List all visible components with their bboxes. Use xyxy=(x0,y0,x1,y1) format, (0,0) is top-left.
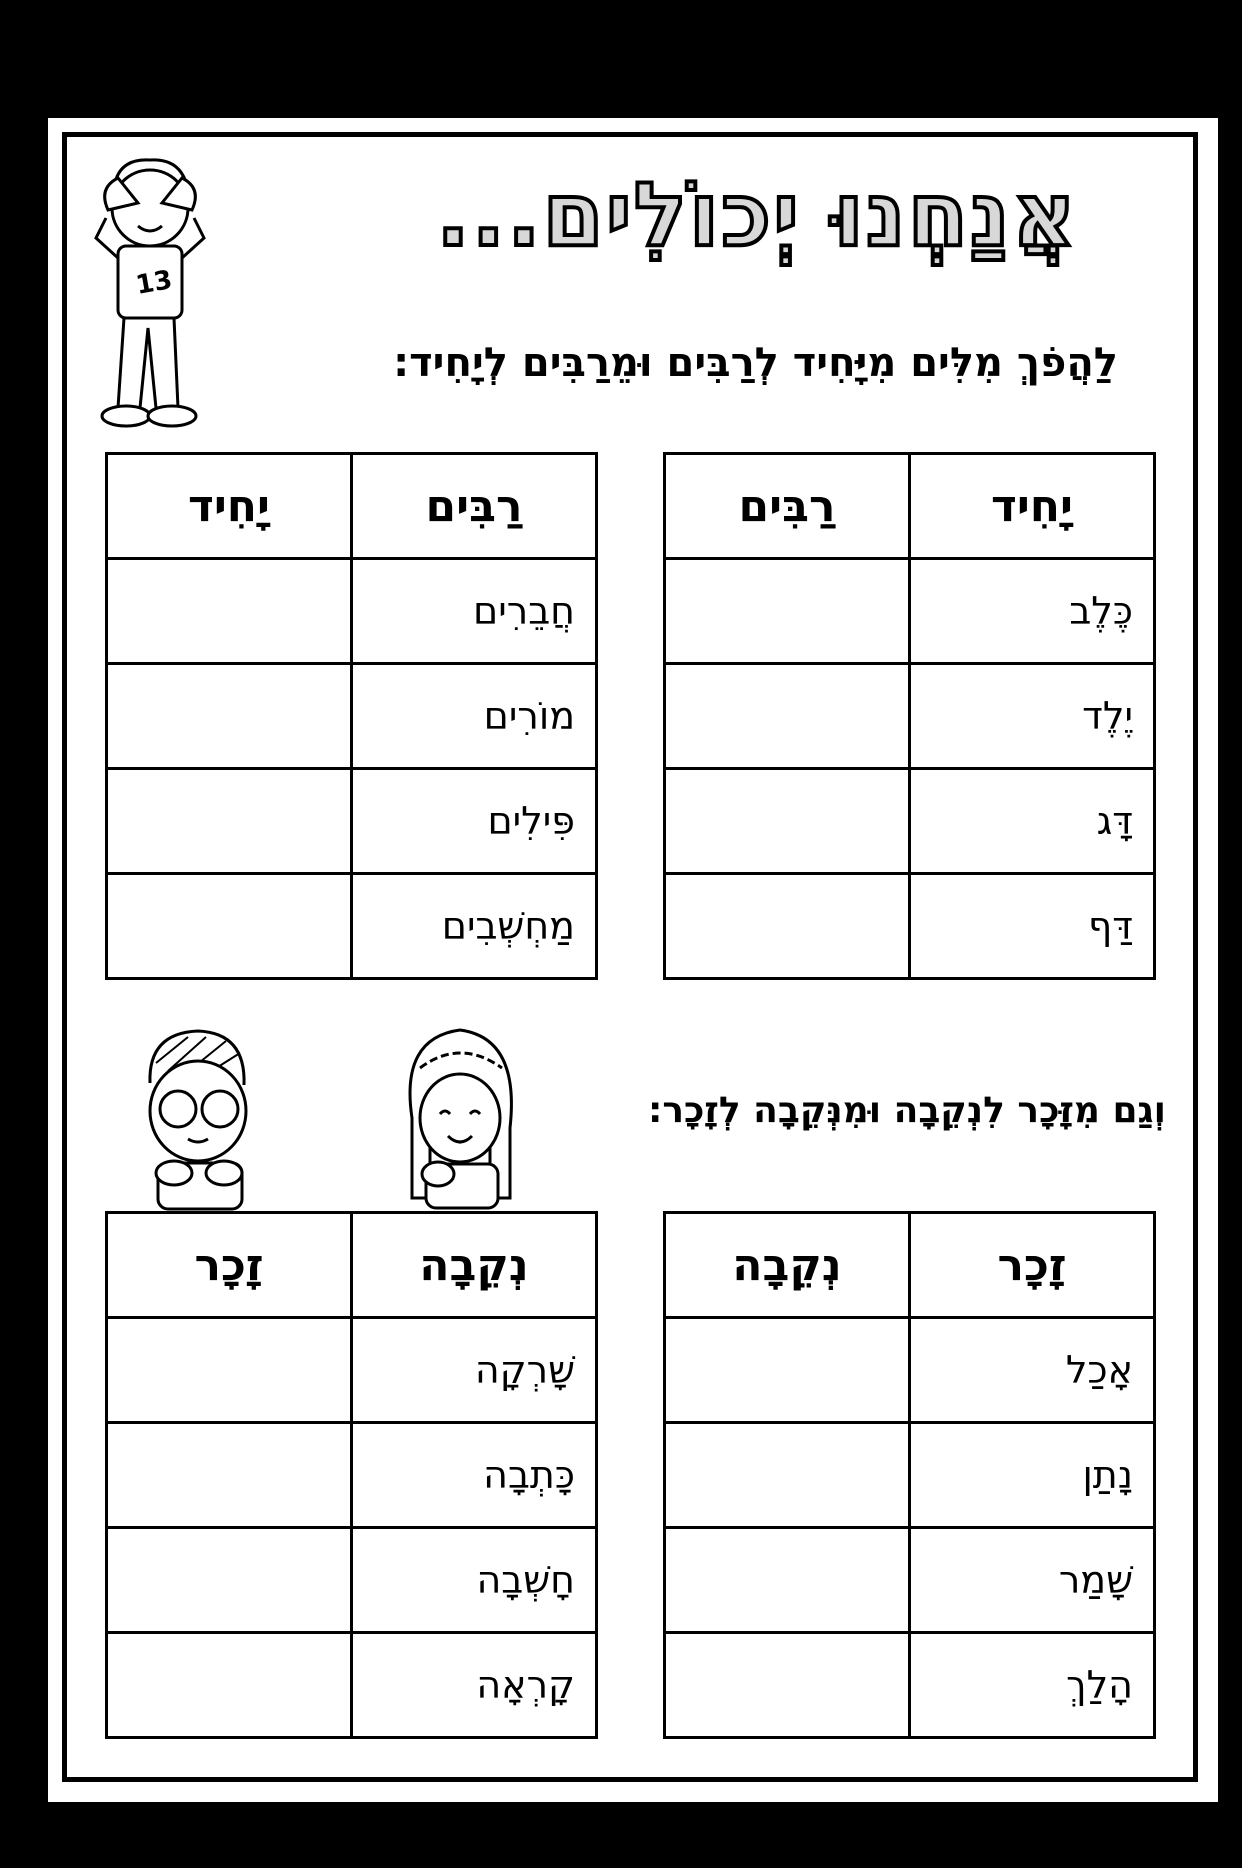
boy-shirt-number: 13 xyxy=(133,265,175,301)
table-row xyxy=(665,874,1155,979)
column-header: זָכָר xyxy=(910,1213,1155,1318)
table-plural-to-singular xyxy=(105,452,598,980)
answer-cell[interactable] xyxy=(665,1633,910,1738)
column-header: נְקֵבָה xyxy=(665,1213,910,1318)
answer-cell[interactable] xyxy=(107,1528,352,1633)
table-singular-to-plural xyxy=(663,452,1156,980)
table-row xyxy=(107,664,597,769)
word-cell: פִּילִים xyxy=(352,769,597,874)
word-cell: חָשְׁבָה xyxy=(352,1528,597,1633)
table-row xyxy=(665,664,1155,769)
answer-cell[interactable] xyxy=(665,874,910,979)
answer-cell[interactable] xyxy=(665,664,910,769)
column-header: יָחִיד xyxy=(107,454,352,559)
word-cell: מַחְשְׁבִים xyxy=(352,874,597,979)
table-header-row xyxy=(665,454,1155,559)
table-row xyxy=(107,1318,597,1423)
table-header-row xyxy=(107,454,597,559)
word-cell: הָלַךְ xyxy=(910,1633,1155,1738)
worksheet-page xyxy=(48,118,1218,1802)
answer-cell[interactable] xyxy=(665,1318,910,1423)
answer-cell[interactable] xyxy=(107,1423,352,1528)
girl-illustration xyxy=(390,1018,530,1213)
answer-cell[interactable] xyxy=(665,1528,910,1633)
answer-cell[interactable] xyxy=(107,769,352,874)
table-row xyxy=(107,1423,597,1528)
word-cell: כָּתְבָה xyxy=(352,1423,597,1528)
word-cell: שָׁמַר xyxy=(910,1528,1155,1633)
table-row xyxy=(107,769,597,874)
column-header: רַבִּים xyxy=(352,454,597,559)
word-cell: נָתַן xyxy=(910,1423,1155,1528)
answer-cell[interactable] xyxy=(665,769,910,874)
table-masculine-to-feminine xyxy=(663,1211,1156,1739)
table-row xyxy=(665,1528,1155,1633)
table-row xyxy=(107,1528,597,1633)
table-row xyxy=(107,874,597,979)
column-header: רַבִּים xyxy=(665,454,910,559)
word-cell: יֶלֶד xyxy=(910,664,1155,769)
answer-cell[interactable] xyxy=(107,874,352,979)
table-row xyxy=(665,1318,1155,1423)
table-header-row xyxy=(107,1213,597,1318)
word-cell: דָּג xyxy=(910,769,1155,874)
table-row xyxy=(107,1633,597,1738)
answer-cell[interactable] xyxy=(107,664,352,769)
instruction-masculine-feminine: וְגַם מִזָּכָר לִנְקֵבָה וּמִנְּקֵבָה לְזָכָר: xyxy=(647,1090,1166,1131)
word-cell: אָכַל xyxy=(910,1318,1155,1423)
answer-cell[interactable] xyxy=(107,559,352,664)
boy-with-glasses-illustration xyxy=(128,1023,268,1213)
column-header: נְקֵבָה xyxy=(352,1213,597,1318)
answer-cell[interactable] xyxy=(665,1423,910,1528)
word-cell: שָׁרְקָה xyxy=(352,1318,597,1423)
column-header: יָחִיד xyxy=(910,454,1155,559)
table-row xyxy=(107,559,597,664)
table-row xyxy=(665,1423,1155,1528)
table-header-row xyxy=(665,1213,1155,1318)
answer-cell[interactable] xyxy=(107,1318,352,1423)
table-row xyxy=(665,1633,1155,1738)
table-row xyxy=(665,559,1155,664)
worksheet-title: אֲנַחְנוּ יְכוֹלִים... xyxy=(436,163,1078,266)
answer-cell[interactable] xyxy=(107,1633,352,1738)
instruction-singular-plural: לַהֲפֹךְ מִלִּים מִיָּחִיד לְרַבִּים וּמֵרַבִּים לְיָחִיד: xyxy=(393,340,1118,386)
answer-cell[interactable] xyxy=(665,559,910,664)
word-cell: מוֹרִים xyxy=(352,664,597,769)
word-cell: כֶּלֶב xyxy=(910,559,1155,664)
word-cell: חֲבֵרִים xyxy=(352,559,597,664)
column-header: זָכָר xyxy=(107,1213,352,1318)
word-cell: קָרְאָה xyxy=(352,1633,597,1738)
table-row xyxy=(665,769,1155,874)
table-feminine-to-masculine xyxy=(105,1211,598,1739)
word-cell: דַּף xyxy=(910,874,1155,979)
